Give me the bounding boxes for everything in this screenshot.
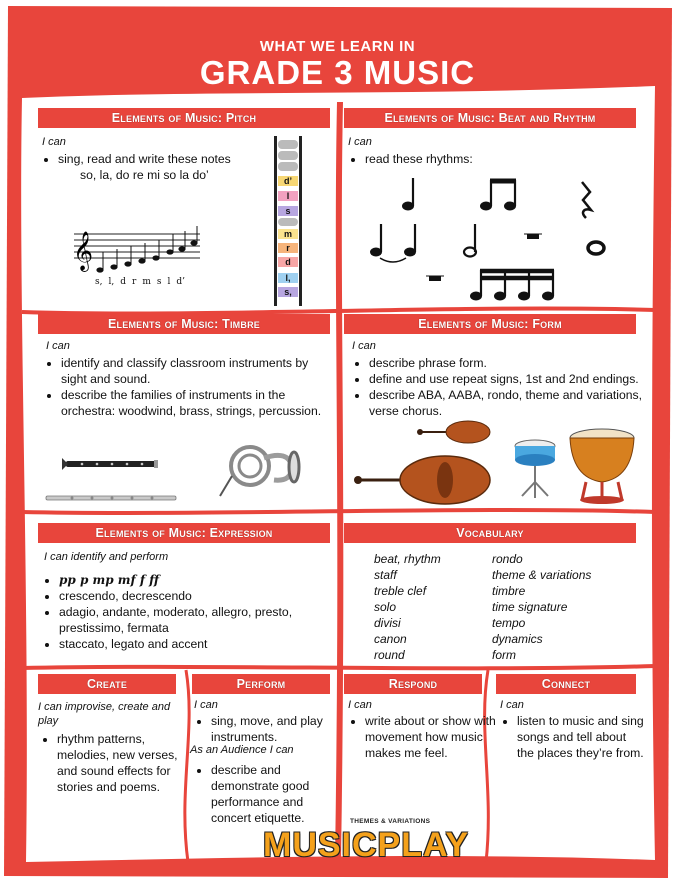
pitch-list (43, 151, 268, 167)
violin-icon (417, 421, 490, 443)
list-item: • crescendo, decrescendo (59, 588, 339, 604)
header-title: GRADE 3 MUSIC (199, 54, 476, 91)
snare-drum-icon (515, 440, 555, 498)
rhythm-title: Elements of Music: Beat and Rhythm (344, 108, 636, 128)
vocab-term: dynamics (492, 632, 543, 646)
staff-label: m (142, 277, 151, 287)
ladder-syllable: l, (278, 273, 298, 283)
vocab-term: divisi (374, 616, 401, 630)
list-item: • sing, read and write these notes (58, 151, 268, 167)
form-title: Elements of Music: Form (344, 314, 636, 334)
half-note-icon (464, 224, 476, 257)
expression-title: Elements of Music: Expression (38, 523, 330, 543)
form-instruments (350, 416, 640, 508)
quarter-rest-icon (582, 182, 591, 218)
create-list (42, 731, 193, 795)
logo-text: MUSICPLAY (263, 826, 470, 864)
list-item: • describe the families of instruments in the orchestra: woodwind, brass, strings, percussion. (61, 387, 336, 419)
respond-list (350, 713, 497, 761)
vocab-term: theme & variations (492, 568, 592, 582)
form-ican: I can (352, 340, 376, 352)
pitch-notes-line: so, la, do re mi so la do’ (80, 168, 209, 182)
half-rest-icon (524, 234, 542, 239)
create-title: Create (38, 674, 176, 694)
ladder-syllable: l (278, 191, 298, 201)
ladder-syllable: s, (278, 287, 298, 297)
vocab-term: timbre (492, 584, 526, 598)
ladder-syllable: r (278, 243, 298, 253)
vocab-term: form (492, 648, 516, 662)
vocabulary-col-2 (492, 551, 591, 663)
staff-label: d’ (176, 277, 185, 287)
cello-icon (354, 456, 490, 504)
pitch-title: Elements of Music: Pitch (38, 108, 330, 128)
perform-ican: I can (194, 699, 218, 711)
list-item: • rhythm patterns, melodies, new verses, and sound effects for stories and poems. (57, 731, 193, 795)
logo-tagline: THEMES & VARIATIONS (350, 818, 431, 825)
perform-ican-audience: As an Audience I can (190, 744, 294, 756)
treble-clef-icon: 𝄞 (73, 231, 94, 271)
header-subtitle: WHAT WE LEARN IN (259, 38, 416, 55)
connect-title: Connect (496, 674, 636, 694)
timbre-ican: I can (46, 340, 70, 352)
list-item: • define and use repeat signs, 1st and 2nd endings. (369, 371, 654, 387)
quarter-note-icon (402, 178, 414, 211)
solfege-ladder (274, 136, 302, 306)
vocab-term: canon (374, 632, 407, 646)
vocab-term: time signature (492, 600, 568, 614)
perform-list-audience (196, 762, 345, 826)
rhythm-notation (360, 172, 620, 307)
list-item: • staccato, legato and accent (59, 636, 339, 652)
connect-ican: I can (500, 699, 524, 711)
vocab-term: staff (374, 568, 397, 582)
list-item: • adagio, andante, moderato, allegro, presto, prestissimo, fermata (59, 604, 339, 636)
musicplay-logo (263, 826, 469, 864)
staff-label: d (120, 277, 126, 287)
list-item: • sing, move, and play instruments. (211, 713, 345, 745)
list-item: • write about or show with movement how music makes me feel. (365, 713, 497, 761)
timbre-list (46, 355, 336, 419)
list-item: • read these rhythms: (365, 151, 615, 167)
list-item: • listen to music and sing songs and tell about the places they’re from. (517, 713, 645, 761)
staff-label: l, (108, 277, 115, 287)
perform-title: Perform (192, 674, 330, 694)
rhythm-ican: I can (348, 136, 372, 148)
list-item: • describe ABA, AABA, rondo, theme and variations, verse chorus. (369, 387, 654, 419)
flute-icon (46, 496, 176, 500)
whole-rest-icon (426, 276, 444, 281)
vocab-term: solo (374, 600, 397, 614)
ladder-syllable: d’ (278, 176, 298, 186)
dynamics-markings: pp p mp mf f ff (59, 573, 160, 587)
form-list (354, 355, 654, 419)
pitch-ican: I can (42, 136, 66, 148)
pitch-staff (70, 226, 205, 274)
vocab-term: rondo (492, 552, 523, 566)
perform-list (196, 713, 345, 745)
expression-list (44, 572, 339, 652)
ladder-rung (278, 162, 298, 171)
tied-notes-icon (370, 224, 416, 262)
dynamics-item (59, 572, 339, 588)
eighth-pair-icon (480, 180, 516, 211)
respond-title: Respond (344, 674, 482, 694)
timbre-instruments (42, 436, 332, 506)
sixteenth-group-icon (470, 270, 554, 301)
respond-ican: I can (348, 699, 372, 711)
ladder-syllable: m (278, 229, 298, 239)
whole-note-icon (588, 242, 604, 254)
staff-labels (95, 277, 205, 287)
vocabulary-title: Vocabulary (344, 523, 636, 543)
ladder-syllable: s (278, 206, 298, 216)
french-horn-icon (220, 447, 299, 496)
ladder-rung (278, 218, 298, 226)
list-item: • identify and classify classroom instruments by sight and sound. (61, 355, 336, 387)
vocab-term: round (374, 648, 405, 662)
expression-ican: I can identify and perform (44, 551, 169, 563)
vocab-term: beat, rhythm (374, 552, 441, 566)
ladder-rung (278, 151, 298, 160)
staff-label: r (132, 277, 137, 287)
create-ican: I can improvise, create and play (38, 701, 171, 727)
staff-label: s, (95, 277, 103, 287)
rhythm-list (350, 151, 615, 167)
timpani-icon (570, 429, 634, 504)
staff-label: s (156, 277, 162, 287)
staff-label: l (167, 277, 171, 287)
connect-list (502, 713, 645, 761)
vocab-term: treble clef (374, 584, 427, 598)
vocab-term: tempo (492, 616, 526, 630)
ladder-rung (278, 140, 298, 149)
staff-notes (96, 226, 197, 273)
timbre-title: Elements of Music: Timbre (38, 314, 330, 334)
vocabulary-col-1 (374, 551, 441, 663)
list-item: • describe phrase form. (369, 355, 654, 371)
list-item: • describe and demonstrate good performance and concert etiquette. (211, 762, 345, 826)
clarinet-icon (62, 458, 158, 470)
ladder-syllable: d (278, 257, 298, 267)
